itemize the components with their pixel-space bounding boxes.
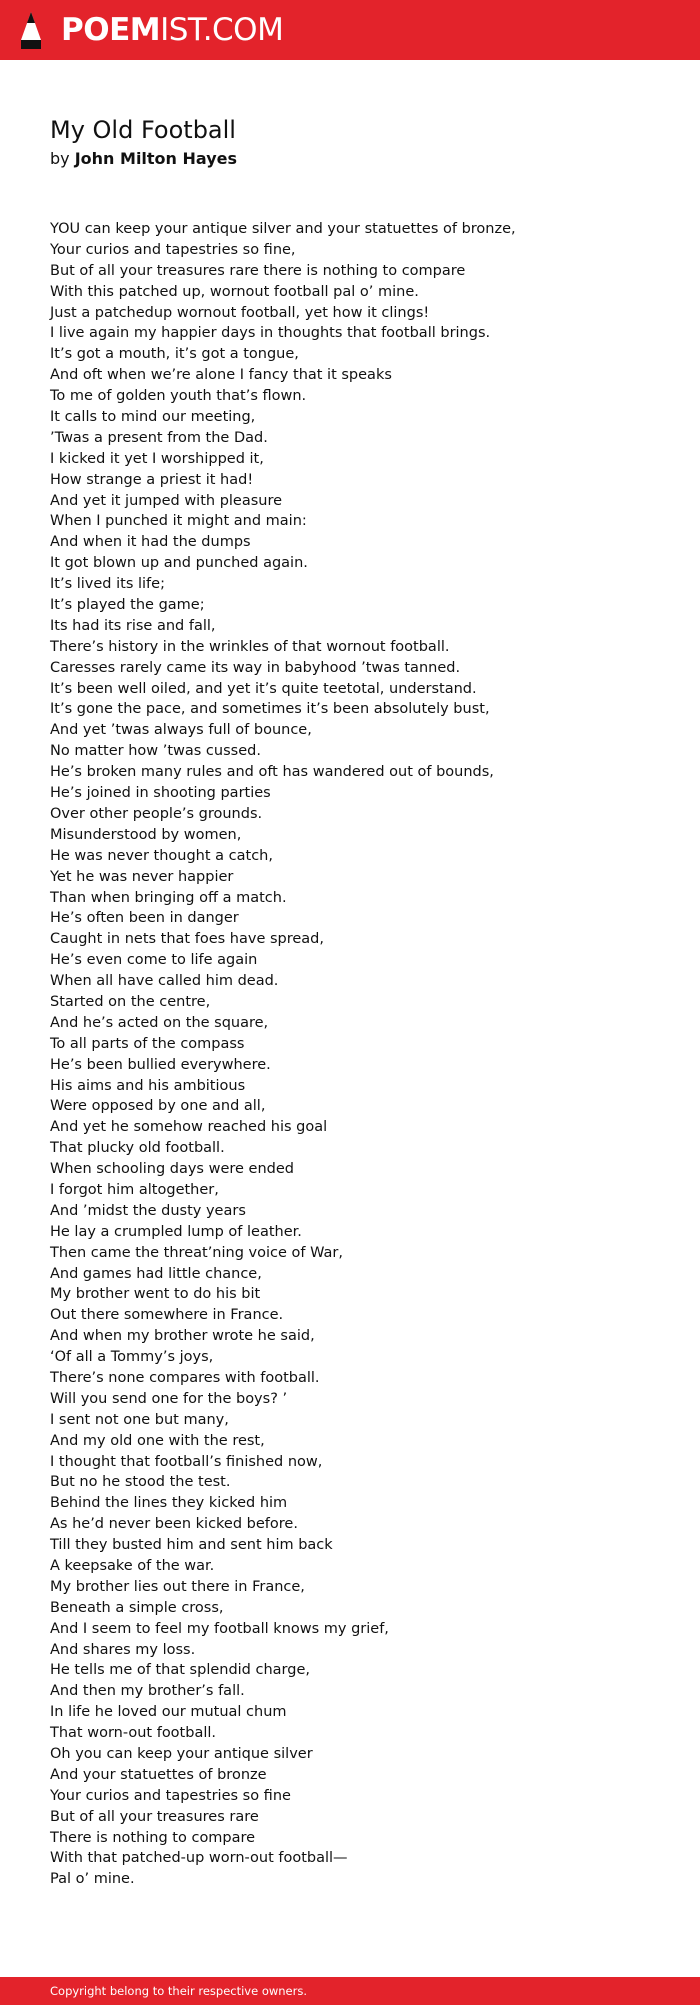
poem-line: He was never thought a catch,: [50, 847, 273, 864]
poem-body: [50, 219, 670, 1890]
poem-line: That plucky old football.: [50, 1140, 225, 1157]
poem-line: ‘Of all a Tommy’s joys,: [50, 1349, 214, 1366]
poem-line: It’s played the game;: [50, 597, 205, 614]
poem-line: But of all your treasures rare: [50, 1808, 259, 1825]
poem-line: He tells me of that splendid charge,: [50, 1662, 310, 1679]
poem-line: It’s lived its life;: [50, 576, 165, 593]
poem-line: My brother went to do his bit: [50, 1286, 261, 1303]
poem-line: Were opposed by one and all,: [50, 1098, 266, 1115]
poem-line: That worn-out football.: [50, 1725, 216, 1742]
site-header: [0, 0, 700, 60]
poem-line: But no he stood the test.: [50, 1474, 231, 1491]
by-label: by: [50, 149, 70, 168]
poem-line: Than when bringing off a match.: [50, 889, 287, 906]
poem-line: It’s been well oiled, and yet it’s quite teetotal, understand.: [50, 680, 477, 697]
site-logo-link[interactable]: [61, 10, 283, 50]
poem-line: And then my brother’s fall.: [50, 1683, 245, 1700]
poem-line: And games had little chance,: [50, 1265, 262, 1282]
poem-line: Till they busted him and sent him back: [50, 1537, 333, 1554]
poem-line: It’s got a mouth, it’s got a tongue,: [50, 346, 299, 363]
poem-line: With that patched-up worn-out football—: [50, 1850, 348, 1867]
poem-line: Its had its rise and fall,: [50, 617, 216, 634]
poem-line: And your statuettes of bronze: [50, 1766, 267, 1783]
poem-line: I kicked it yet I worshipped it,: [50, 450, 264, 467]
poem-line: I thought that football’s finished now,: [50, 1453, 323, 1470]
poem-line: Your curios and tapestries so fine,: [50, 241, 296, 258]
poem-line: It calls to mind our meeting,: [50, 409, 256, 426]
poem-line: And yet he somehow reached his goal: [50, 1119, 328, 1136]
poem-line: Then came the threat’ning voice of War,: [50, 1244, 343, 1261]
poem-line: It’s gone the pace, and sometimes it’s been absolutely bust,: [50, 701, 490, 718]
poem-line: No matter how ’twas cussed.: [50, 743, 261, 760]
poem-line: He’s broken many rules and oft has wandered out of bounds,: [50, 764, 494, 781]
poem-line: When schooling days were ended: [50, 1161, 294, 1178]
poem-line: With this patched up, wornout football pal o’ mine.: [50, 283, 419, 300]
poem-line: I sent not one but many,: [50, 1411, 229, 1428]
poem-title: My Old Football: [50, 116, 236, 144]
poem-line: And shares my loss.: [50, 1641, 196, 1658]
copyright-text: Copyright belong to their respective owners.: [50, 1984, 308, 1998]
pencil-tip-icon[interactable]: [18, 10, 44, 50]
logo-strong-text: POEM: [61, 12, 161, 48]
poem-line: I forgot him altogether,: [50, 1181, 219, 1198]
poem-line: Beneath a simple cross,: [50, 1599, 224, 1616]
poem-line: Will you send one for the boys? ’: [50, 1390, 288, 1407]
poem-line: To all parts of the compass: [50, 1035, 245, 1052]
poem-line: And when it had the dumps: [50, 534, 251, 551]
byline: [50, 148, 237, 170]
poem-line: And yet ’twas always full of bounce,: [50, 722, 312, 739]
poem-line: And oft when we’re alone I fancy that it speaks: [50, 367, 392, 384]
poem-line: Over other people’s grounds.: [50, 805, 263, 822]
poem-line: When I punched it might and main:: [50, 513, 307, 530]
logo-light-text: IST.COM: [160, 12, 284, 48]
poem-line: Yet he was never happier: [50, 868, 234, 885]
author-link[interactable]: John Milton Hayes: [74, 149, 238, 168]
poem-line: When all have called him dead.: [50, 973, 279, 990]
poem-line: And I seem to feel my football knows my grief,: [50, 1620, 389, 1637]
poem-line: Behind the lines they kicked him: [50, 1495, 288, 1512]
poem-line: He’s joined in shooting parties: [50, 785, 271, 802]
poem-line: ’Twas a present from the Dad.: [50, 429, 268, 446]
poem-line: And he’s acted on the square,: [50, 1014, 269, 1031]
poem-line: Pal o’ mine.: [50, 1871, 135, 1888]
poem-line: And my old one with the rest,: [50, 1432, 265, 1449]
poem-line: Started on the centre,: [50, 993, 211, 1010]
poem-line: As he’d never been kicked before.: [50, 1516, 298, 1533]
poem-line: He’s been bullied everywhere.: [50, 1056, 271, 1073]
poem-line: And ’midst the dusty years: [50, 1202, 246, 1219]
poem-line: Misunderstood by women,: [50, 826, 242, 843]
poem-line: How strange a priest it had!: [50, 471, 254, 488]
poem-line: Oh you can keep your antique silver: [50, 1746, 313, 1763]
poem-line: He’s often been in danger: [50, 910, 239, 927]
poem-line: He lay a crumpled lump of leather.: [50, 1223, 302, 1240]
poem-line: Caresses rarely came its way in babyhood ’twas tanned.: [50, 659, 461, 676]
poem-line: There’s history in the wrinkles of that wornout football.: [50, 638, 450, 655]
poem-line: Out there somewhere in France.: [50, 1307, 284, 1324]
poem-line: There is nothing to compare: [50, 1829, 256, 1846]
poem-line: Caught in nets that foes have spread,: [50, 931, 324, 948]
poem-line: In life he loved our mutual chum: [50, 1704, 287, 1721]
poem-line: And when my brother wrote he said,: [50, 1328, 315, 1345]
site-footer: [0, 1977, 700, 2005]
poem-line: There’s none compares with football.: [50, 1369, 320, 1386]
poem-line: Just a patchedup wornout football, yet how it clings!: [50, 304, 430, 321]
poem-line: My brother lies out there in France,: [50, 1578, 305, 1595]
poem-line: To me of golden youth that’s flown.: [50, 388, 307, 405]
poem-line: His aims and his ambitious: [50, 1077, 246, 1094]
poem-line: It got blown up and punched again.: [50, 555, 308, 572]
poem-line: And yet it jumped with pleasure: [50, 492, 283, 509]
poem-line: But of all your treasures rare there is nothing to compare: [50, 262, 466, 279]
poem-line: I live again my happier days in thoughts that football brings.: [50, 325, 491, 342]
poem-line: Your curios and tapestries so fine: [50, 1787, 291, 1804]
poem-line: A keepsake of the war.: [50, 1558, 215, 1574]
poem-line: He’s even come to life again: [50, 952, 258, 969]
poem-line: YOU can keep your antique silver and your statuettes of bronze,: [50, 221, 516, 237]
